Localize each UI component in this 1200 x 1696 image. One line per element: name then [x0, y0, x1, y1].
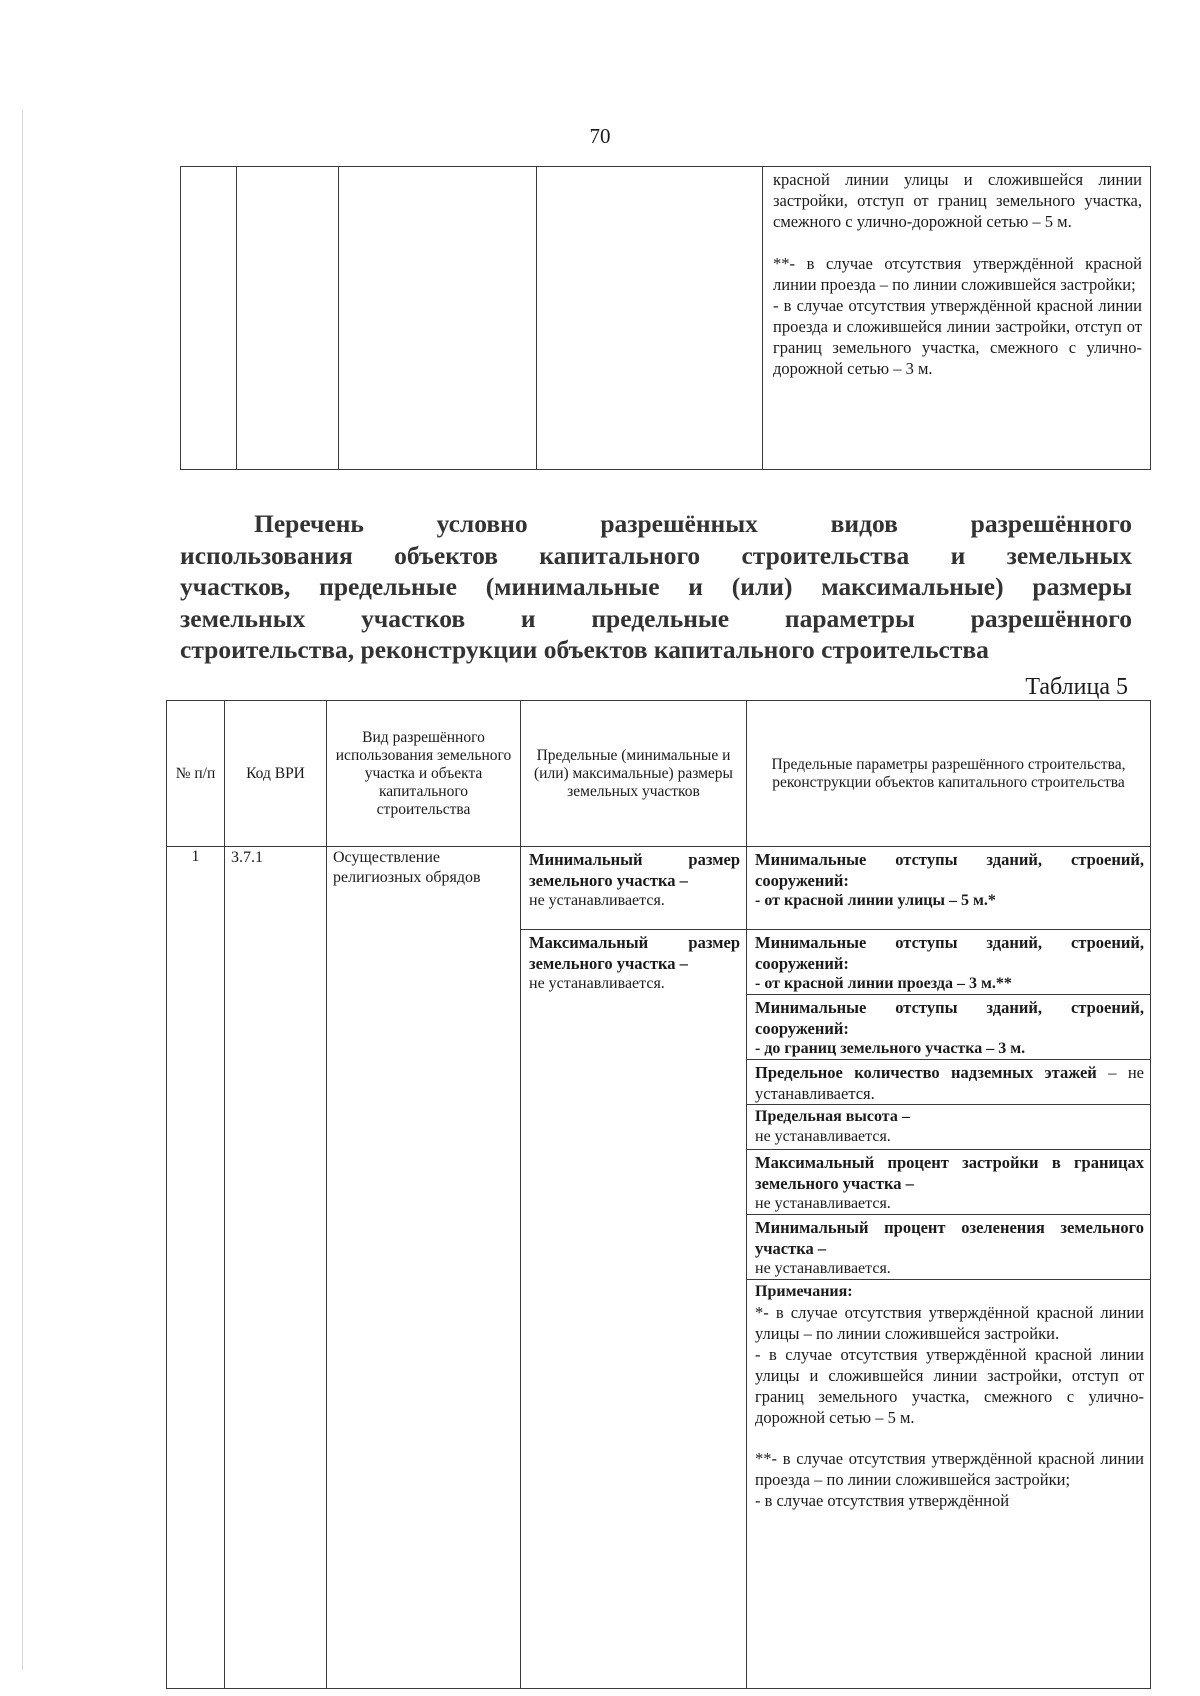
cont-cell-params	[763, 167, 1151, 470]
note-1: *- в случае отсутствия утверждённой красной линии улицы – по линии сложившейся застройки.	[755, 1303, 1144, 1343]
header-params: Предельные параметры разрешённого строительства, реконструкции объектов капитального строительства	[747, 701, 1151, 847]
row-num: 1	[167, 847, 225, 1689]
header-kind: Вид разрешённого использования земельного участка и объекта капитального строительства	[327, 701, 521, 847]
param-floors	[747, 1060, 1150, 1105]
scan-margin-line	[22, 110, 23, 1670]
table-5	[166, 700, 1151, 1689]
cont-cell-kind	[339, 167, 537, 470]
cont-para-3: - в случае отсутствия утверждённой красной линии проезда и сложившейся линии застройки, отступ от границ земельного участка, смежного с улично-дорожной сетью – 3 м.	[773, 296, 1142, 378]
max-size-cell	[521, 930, 746, 998]
param-4-value: – не устанавливается.	[755, 1063, 1144, 1103]
page-number: 70	[589, 124, 611, 148]
header-sizes: Предельные (минимальные и (или) максимальные) размеры земельных участков	[521, 701, 747, 847]
min-size-cell	[521, 847, 746, 930]
param-setback-drive	[747, 930, 1150, 995]
param-6-value: не устанавливается.	[755, 1195, 891, 1212]
param-3-label: Минимальные отступы зданий, строений, сооружений:	[755, 998, 1144, 1038]
param-7-label: Минимальный процент озеленения земельного участка –	[755, 1218, 1144, 1258]
param-6-label: Максимальный процент застройки в границах земельного участка –	[755, 1153, 1144, 1193]
section-heading	[180, 508, 1132, 666]
row-sizes	[521, 847, 747, 1689]
row-kind: Осуществление религиозных обрядов	[327, 847, 521, 1689]
note-4: - в случае отсутствия утверждённой	[755, 1491, 1010, 1510]
header-num: № п/п	[167, 701, 225, 847]
notes-cell	[747, 1280, 1150, 1515]
note-3: **- в случае отсутствия утверждённой красной линии проезда – по линии сложившейся застройки;	[755, 1449, 1144, 1489]
param-5-value: не устанавливается.	[755, 1128, 891, 1145]
cont-cell-sizes	[537, 167, 763, 470]
heading-line-3: участков, предельные (минимальные и (или) максимальные) размеры	[180, 572, 1132, 601]
param-2-value: - от красной линии проезда – 3 м.**	[755, 975, 1012, 992]
cont-para-2: **- в случае отсутствия утверждённой красной линии проезда – по линии сложившейся застройки;	[773, 254, 1142, 294]
param-setback-border	[747, 995, 1150, 1060]
min-size-label: Минимальный размер земельного участка –	[529, 850, 740, 890]
param-3-value: - до границ земельного участка – 3 м.	[755, 1040, 1026, 1057]
heading-line-4: земельных участков и предельные параметры разрешённого	[180, 603, 1132, 633]
param-7-value: не устанавливается.	[755, 1260, 891, 1277]
heading-line-1: Перечень условно разрешённых видов разрешённого	[254, 509, 1132, 538]
param-1-value: - от красной линии улицы – 5 м.*	[755, 892, 996, 909]
note-2: - в случае отсутствия утверждённой красной линии улицы и сложившейся линии застройки, отступ от границ земельного участка, смежного с улично-дорожной сетью – 5 м.	[755, 1345, 1144, 1427]
heading-line-2: использования объектов капитального строительства и земельных	[180, 540, 1132, 570]
header-code: Код ВРИ	[225, 701, 327, 847]
continuation-table	[180, 166, 1151, 470]
param-5-label: Предельная высота –	[755, 1108, 910, 1125]
min-size-value: не устанавливается.	[529, 892, 665, 909]
param-min-greenery	[747, 1215, 1150, 1280]
max-size-value: не устанавливается.	[529, 975, 665, 992]
cont-para-1: красной линии улицы и сложившейся линии застройки, отступ от границ земельного участка, смежного с улично-дорожной сетью – 5 м.	[773, 170, 1142, 231]
param-height	[747, 1105, 1150, 1150]
param-4-label: Предельное количество надземных этажей	[755, 1063, 1097, 1082]
param-1-label: Минимальные отступы зданий, строений, сооружений:	[755, 850, 1144, 890]
table-label: Таблица 5	[1025, 674, 1128, 700]
cont-cell-code	[237, 167, 339, 470]
notes-title: Примечания:	[755, 1283, 853, 1300]
cont-cell-num	[181, 167, 237, 470]
param-max-coverage	[747, 1150, 1150, 1215]
max-size-label: Максимальный размер земельного участка –	[529, 933, 740, 973]
row-code: 3.7.1	[225, 847, 327, 1689]
row-params	[747, 847, 1151, 1689]
heading-line-5: строительства, реконструкции объектов капитального строительства	[180, 635, 989, 664]
param-setback-street	[747, 847, 1150, 930]
param-2-label: Минимальные отступы зданий, строений, сооружений:	[755, 933, 1144, 973]
